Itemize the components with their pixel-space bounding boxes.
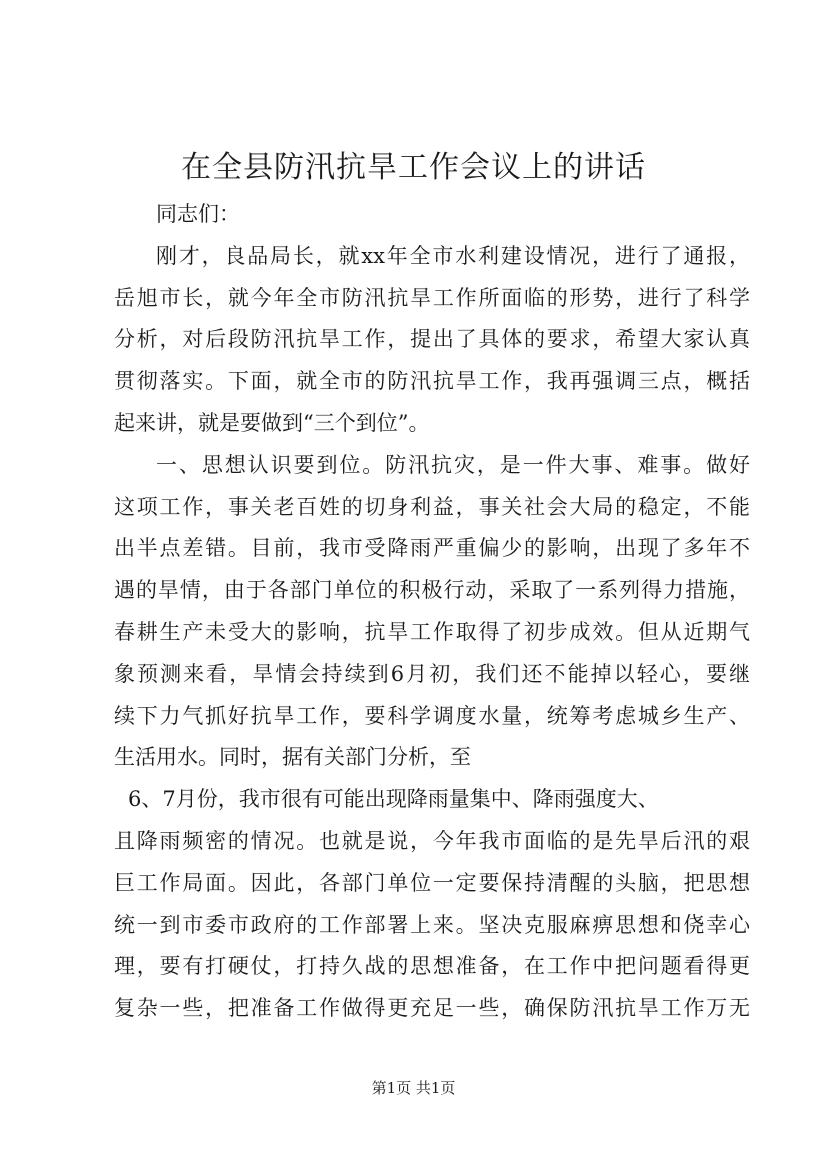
document-body — [114, 194, 750, 1030]
text-line: 统一到市委市政府的工作部署上来。坚决克服麻痹思想和侥幸心 — [114, 912, 750, 937]
page-footer: 第1页 共1页 — [371, 1079, 456, 1097]
text-line: 遇的旱情，由于各部门单位的积极行动，采取了一系列得力措施， — [114, 578, 750, 603]
text-line: 复杂一些，把准备工作做得更充足一些，确保防汛抗旱工作万无 — [114, 996, 750, 1021]
document-title: 在全县防汛抗旱工作会议上的讲话 — [181, 150, 646, 185]
text-line: 同志们： — [156, 202, 240, 226]
text-line: 且降雨频密的情况。也就是说，今年我市面临的是先旱后汛的艰 — [114, 828, 750, 853]
text-line: 出半点差错。目前，我市受降雨严重偏少的影响，出现了多年不 — [114, 536, 750, 561]
text-line: 象预测来看，旱情会持续到6月初，我们还不能掉以轻心，要继 — [114, 661, 750, 686]
text-line: 贯彻落实。下面，就全市的防汛抗旱工作，我再强调三点，概括 — [114, 369, 750, 394]
text-line: 理，要有打硬仗，打持久战的思想准备，在工作中把问题看得更 — [114, 954, 750, 979]
text-line: 续下力气抓好抗旱工作，要科学调度水量，统筹考虑城乡生产、 — [114, 703, 750, 728]
text-line: 刚才，良品局长，就xx年全市水利建设情况，进行了通报， — [156, 243, 750, 268]
text-line: 6、7月份，我市很有可能出现降雨量集中、降雨强度大、 — [128, 787, 659, 812]
text-line: 一、思想认识要到位。防汛抗灾，是一件大事、难事。做好 — [156, 452, 750, 477]
text-line: 这项工作，事关老百姓的切身利益，事关社会大局的稳定，不能 — [114, 494, 750, 519]
text-line: 生活用水。同时，据有关部门分析，至 — [114, 745, 471, 770]
text-line: 分析，对后段防汛抗旱工作，提出了具体的要求，希望大家认真 — [114, 327, 750, 352]
text-line: 春耕生产未受大的影响，抗旱工作取得了初步成效。但从近期气 — [114, 619, 750, 644]
text-line: 起来讲，就是要做到“三个到位”。 — [114, 410, 430, 435]
text-line: 岳旭市长，就今年全市防汛抗旱工作所面临的形势，进行了科学 — [114, 285, 750, 310]
text-line: 巨工作局面。因此，各部门单位一定要保持清醒的头脑，把思想 — [114, 870, 750, 895]
